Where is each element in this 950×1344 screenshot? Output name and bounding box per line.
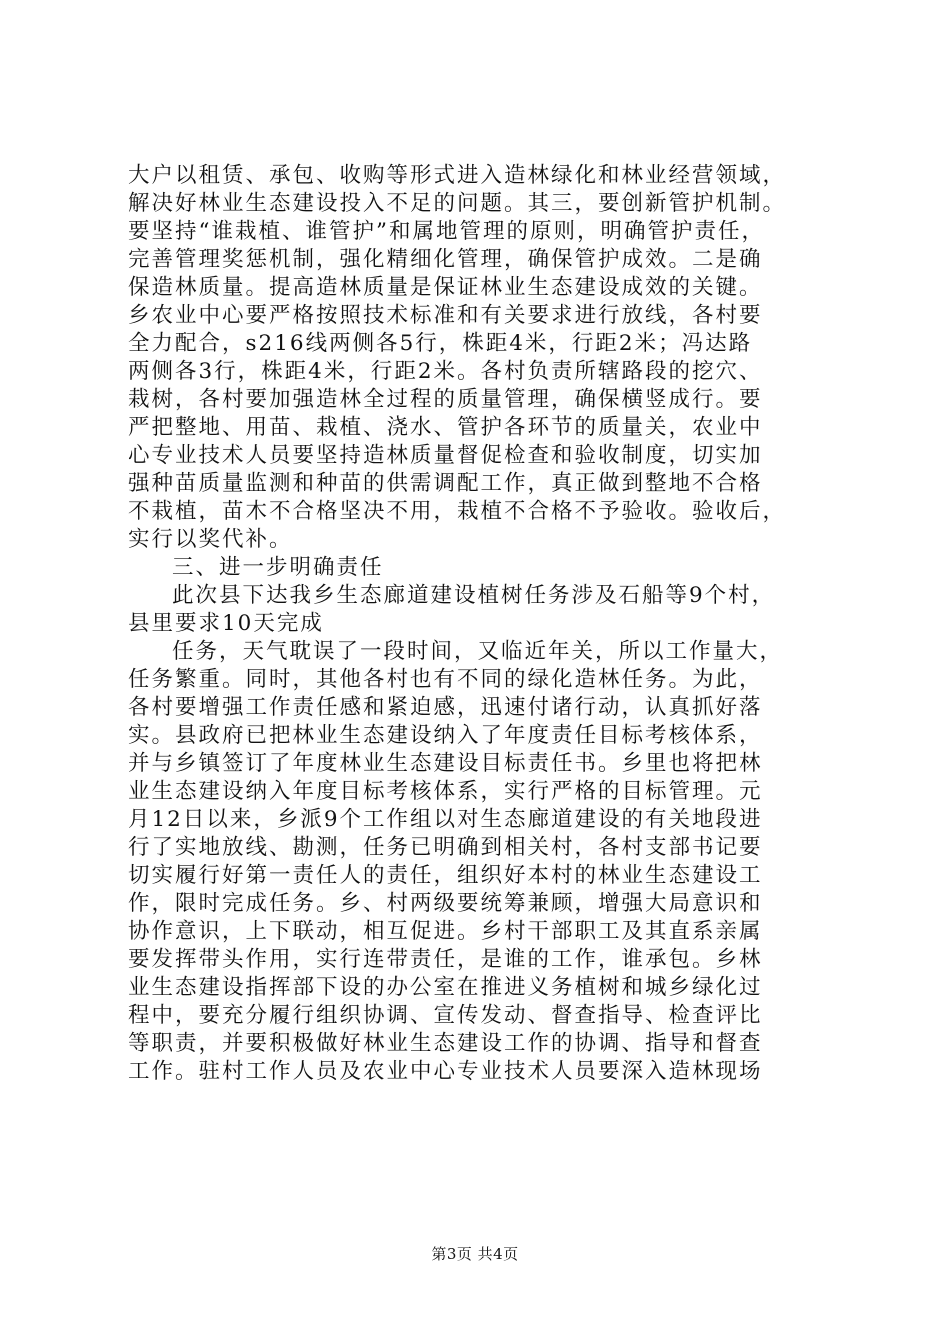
text-line: 栽树，各村要加强造林全过程的质量管理，确保横竖成行。要 — [128, 387, 763, 412]
text-line: 保造林质量。提高造林质量是保证林业生态建设成效的关键。 — [128, 275, 763, 300]
text-line: 此次县下达我乡生态廊道建设植树任务涉及石船等9个村， — [172, 583, 776, 608]
text-line: 强种苗质量监测和种苗的供需调配工作，真正做到整地不合格 — [128, 471, 763, 496]
text-line: 工作。驻村工作人员及农业中心专业技术人员要深入造林现场 — [128, 1059, 763, 1084]
text-line: 各村要增强工作责任感和紧迫感，迅速付诸行动，认真抓好落 — [128, 695, 763, 720]
text-line: 等职责，并要积极做好林业生态建设工作的协调、指导和督查 — [128, 1031, 763, 1056]
page-footer: 第3页 共4页 — [431, 1245, 519, 1263]
text-line: 程中，要充分履行组织协调、宣传发动、督查指导、检查评比 — [128, 1003, 763, 1028]
text-line: 实。县政府已把林业生态建设纳入了年度责任目标考核体系， — [128, 723, 763, 748]
text-line: 三、进一步明确责任 — [172, 555, 384, 580]
text-line: 要发挥带头作用，实行连带责任，是谁的工作，谁承包。乡林 — [128, 947, 763, 972]
text-line: 全力配合，s216线两侧各5行，株距4米，行距2米；冯达路 — [128, 331, 753, 356]
text-line: 业生态建设纳入年度目标考核体系，实行严格的目标管理。元 — [128, 779, 763, 804]
text-line: 切实履行好第一责任人的责任，组织好本村的林业生态建设工 — [128, 863, 763, 888]
text-line: 解决好林业生态建设投入不足的问题。其三，要创新管护机制。 — [128, 191, 787, 216]
text-line: 任务，天气耽误了一段时间，又临近年关，所以工作量大， — [172, 639, 784, 664]
text-line: 县里要求10天完成 — [128, 611, 324, 636]
body-text — [128, 162, 828, 1086]
text-line: 严把整地、用苗、栽植、浇水、管护各环节的质量关，农业中 — [128, 415, 763, 440]
text-line: 实行以奖代补。 — [128, 527, 293, 552]
text-line: 行了实地放线、勘测，任务已明确到相关村，各村支部书记要 — [128, 835, 763, 860]
text-line: 并与乡镇签订了年度林业生态建设目标责任书。乡里也将把林 — [128, 751, 763, 776]
text-line: 乡农业中心要严格按照技术标准和有关要求进行放线，各村要 — [128, 303, 763, 328]
text-line: 任务繁重。同时，其他各村也有不同的绿化造林任务。为此， — [128, 667, 763, 692]
text-line: 作，限时完成任务。乡、村两级要统筹兼顾，增强大局意识和 — [128, 891, 763, 916]
text-line: 要坚持“谁栽植、谁管护”和属地管理的原则，明确管护责任， — [128, 219, 765, 244]
text-line: 完善管理奖惩机制，强化精细化管理，确保管护成效。二是确 — [128, 247, 763, 272]
text-line: 不栽植，苗木不合格坚决不用，栽植不合格不予验收。验收后， — [128, 499, 787, 524]
text-line: 两侧各3行，株距4米，行距2米。各村负责所辖路段的挖穴、 — [128, 359, 763, 384]
text-line: 协作意识，上下联动，相互促进。乡村干部职工及其直系亲属 — [128, 919, 763, 944]
text-line: 心专业技术人员要坚持造林质量督促检查和验收制度，切实加 — [128, 443, 763, 468]
text-line: 大户以租赁、承包、收购等形式进入造林绿化和林业经营领域， — [128, 163, 787, 188]
text-line: 业生态建设指挥部下设的办公室在推进义务植树和城乡绿化过 — [128, 975, 763, 1000]
text-line: 月12日以来，乡派9个工作组以对生态廊道建设的有关地段进 — [128, 807, 763, 832]
